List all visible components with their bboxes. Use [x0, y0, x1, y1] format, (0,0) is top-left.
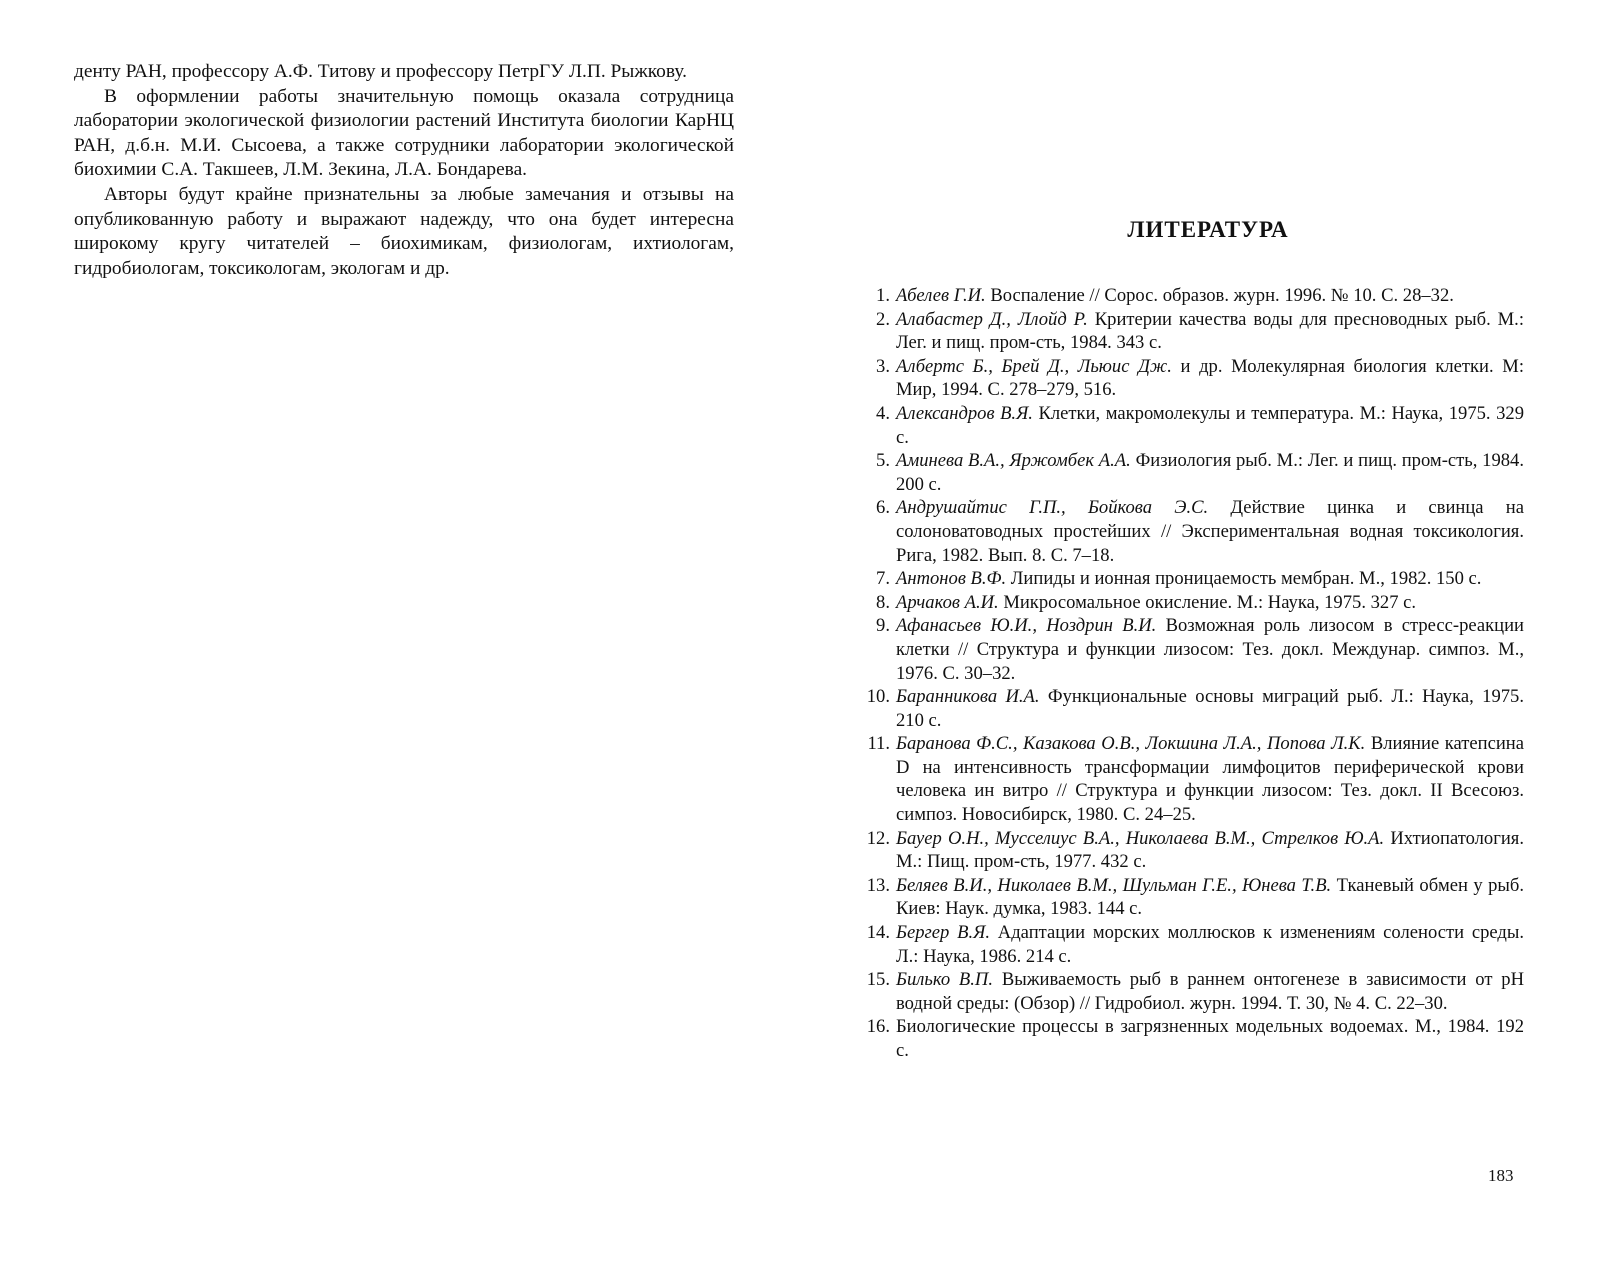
reference-body	[896, 355, 1524, 402]
reference-number: 9.	[876, 615, 890, 637]
reference-item	[862, 591, 1524, 615]
paragraph: В оформлении работы значительную помощь оказала сотрудница лаборатории экологической физиологии растений Института биологии КарНЦ РАН, д.б.н. М.И. Сысоева, а также сотрудники лаборатории экологической биохимии С.А. Такшеев, Л.М. Зекина, Л.А. Бондарева.	[74, 85, 734, 181]
reference-item	[862, 308, 1524, 355]
reference-authors: Бергер В.Я.	[896, 922, 990, 944]
reference-item	[862, 685, 1524, 732]
reference-item	[862, 567, 1524, 591]
paragraph: денту РАН, профессору А.Ф. Титову и профессору ПетрГУ Л.П. Рыжкову.	[74, 61, 687, 82]
reference-body	[896, 874, 1524, 921]
paragraph: Авторы будут крайне признательны за любые замечания и отзывы на опубликованную работу и выражают надежду, что она будет интересна широкому кругу читателей – биохимикам, физиологам, ихтиологам, гидробиологам, токсикологам, экологам и др.	[74, 183, 734, 279]
reference-text: Тканевый обмен у рыб. Киев: Наук. думка, 1983. 144 с.	[896, 874, 1524, 920]
reference-number: 3.	[876, 355, 890, 377]
reference-text: Критерии качества воды для пресноводных рыб. М.: Лег. и пищ. пром-сть, 1984. 343 с.	[896, 308, 1524, 354]
reference-text: Влияние катепсина D на интенсивность трансформации лимфоцитов периферической крови человека ин витро // Структура и функции лизосом: Тез. докл. II Всесоюз. симпоз. Новосибирск, 1980. С. 24–25.	[896, 733, 1524, 826]
page-number: 183	[1488, 1166, 1514, 1185]
reference-item	[862, 732, 1524, 826]
reference-number: 15.	[866, 969, 890, 991]
reference-item	[862, 968, 1524, 1015]
reference-number: 5.	[876, 450, 890, 472]
reference-number: 16.	[866, 1016, 890, 1038]
reference-authors: Аминева В.А., Яржомбек А.А.	[896, 450, 1131, 472]
reference-number: 12.	[866, 827, 890, 849]
reference-item	[862, 921, 1524, 968]
reference-item	[862, 284, 1524, 308]
reference-authors: Баранова Ф.С., Казакова О.В., Локшина Л.А., Попова Л.К.	[896, 733, 1366, 755]
reference-body	[896, 732, 1524, 826]
reference-body	[896, 968, 1524, 1015]
reference-number: 1.	[876, 285, 890, 306]
reference-body	[896, 402, 1524, 449]
reference-number: 14.	[866, 922, 890, 944]
reference-body	[896, 449, 1524, 496]
reference-item	[862, 874, 1524, 921]
reference-body	[896, 308, 1524, 355]
reference-number: 6.	[876, 497, 890, 519]
reference-item	[862, 1015, 1524, 1062]
reference-list	[862, 284, 1524, 1063]
reference-authors: Александров В.Я.	[896, 402, 1033, 424]
reference-item	[862, 402, 1524, 449]
reference-authors: Алабастер Д., Ллойд Р.	[896, 308, 1088, 330]
reference-number: 10.	[866, 686, 890, 708]
right-page	[862, 216, 1524, 1063]
reference-item	[862, 827, 1524, 874]
reference-body	[896, 1015, 1524, 1062]
reference-item	[862, 355, 1524, 402]
reference-text: Физиология рыб. М.: Лег. и пищ. пром-сть, 1984. 200 с.	[896, 450, 1524, 495]
reference-text: Воспаление // Сорос. образов. журн. 1996. № 10. С. 28–32.	[985, 285, 1454, 306]
reference-text: Биологические процессы в загрязненных модельных водоемах. М., 1984. 192 с.	[896, 1016, 1524, 1061]
reference-authors: Абелев Г.И.	[896, 285, 986, 306]
reference-authors: Беляев В.И., Николаев В.М., Шульман Г.Е., Юнева Т.В.	[896, 874, 1332, 896]
reference-authors: Антонов В.Ф.	[896, 568, 1007, 590]
reference-text: Выживаемость рыб в раннем онтогенезе в зависимости от pH водной среды: (Обзор) // Гидробиол. журн. 1994. Т. 30, № 4. С. 22–30.	[896, 969, 1524, 1014]
reference-body	[896, 567, 1524, 591]
reference-body	[896, 921, 1524, 968]
reference-item	[862, 449, 1524, 496]
reference-authors: Билько В.П.	[896, 969, 994, 991]
reference-body	[896, 496, 1524, 567]
reference-body	[896, 827, 1524, 874]
reference-number: 11.	[867, 733, 890, 755]
reference-item	[862, 614, 1524, 685]
reference-text: Ихтиопатология. М.: Пищ. пром-сть, 1977. 432 с.	[896, 827, 1525, 873]
reference-body	[896, 614, 1524, 685]
reference-text: Возможная роль лизосом в стресс-реакции клетки // Структура и функции лизосом: Тез. докл. Междунар. симпоз. М., 1976. С. 30–32.	[896, 615, 1524, 684]
reference-number: 13.	[866, 874, 890, 896]
reference-text: Адаптации морских моллюсков к изменениям солености среды. Л.: Наука, 1986. 214 с.	[896, 922, 1524, 967]
left-page-text	[74, 60, 734, 281]
reference-body	[896, 685, 1524, 732]
reference-text: Клетки, макромолекулы и температура. М.: Наука, 1975. 329 с.	[896, 402, 1524, 448]
reference-number: 4.	[876, 402, 890, 424]
reference-item	[862, 496, 1524, 567]
reference-authors: Албертс Б., Брей Д., Льюис Дж.	[896, 355, 1172, 377]
reference-authors: Бауер О.Н., Мусселиус В.А., Николаева В.М., Стрелков Ю.А.	[896, 827, 1385, 849]
reference-number: 7.	[876, 568, 890, 590]
reference-number: 8.	[876, 591, 890, 613]
reference-authors: Баранникова И.А.	[896, 686, 1040, 708]
reference-authors: Арчаков А.И.	[896, 591, 999, 613]
reference-text: Микросомальное окисление. М.: Наука, 1975. 327 с.	[998, 591, 1417, 613]
reference-text: Функциональные основы миграций рыб. Л.: Наука, 1975. 210 с.	[896, 686, 1524, 731]
reference-authors: Афанасьев Ю.И., Ноздрин В.И.	[896, 615, 1157, 637]
reference-body	[896, 591, 1524, 615]
reference-authors: Андрушайтис Г.П., Бойкова Э.С.	[896, 497, 1209, 519]
reference-body	[896, 284, 1524, 308]
reference-number: 2.	[876, 308, 890, 330]
references-heading: ЛИТЕРАТУРА	[1127, 217, 1289, 242]
reference-text: Действие цинка и свинца на солоноватоводных простейших // Экспериментальная водная токсикология. Рига, 1982. Вып. 8. С. 7–18.	[896, 497, 1524, 566]
reference-text: и др. Молекулярная биология клетки. М: Мир, 1994. С. 278–279, 516.	[896, 355, 1524, 401]
reference-text: Липиды и ионная проницаемость мембран. М., 1982. 150 с.	[1006, 568, 1482, 590]
